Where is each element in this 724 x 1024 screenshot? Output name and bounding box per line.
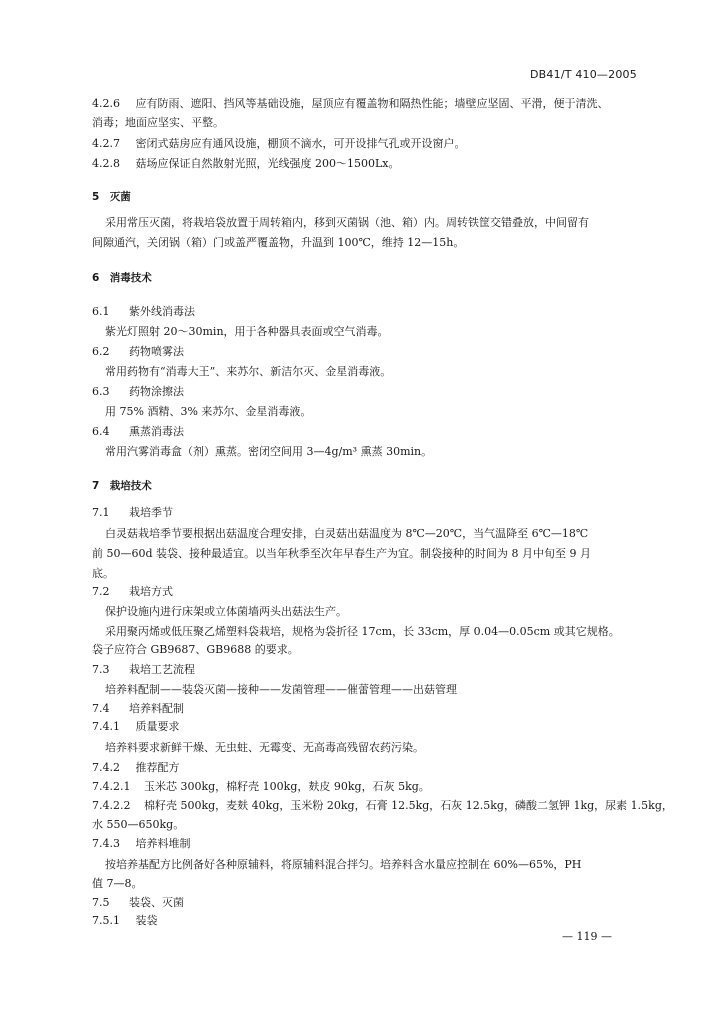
clause-7-2-line-3: 袋子应符合 GB9687、GB9688 的要求。	[92, 643, 299, 656]
clause-7-1-line-3: 底。	[92, 567, 114, 580]
clause-number: 7.5.1	[92, 914, 120, 927]
clause-title: 装袋、灭菌	[129, 896, 184, 909]
clause-text: 应有防雨、遮阳、挡风等基础设施，屋顶应有覆盖物和隔热性能；墙壁应坚固、平滑，便于清洗、	[135, 97, 609, 110]
clause-7-1-line-1: 白灵菇栽培季节要根据出菇温度合理安排，白灵菇出菇温度为 8℃—20℃，当气温降至 6℃—18℃	[105, 527, 589, 540]
clause-title: 栽培工艺流程	[129, 663, 195, 676]
clause-number: 7.3	[92, 663, 110, 676]
clause-number: 7.4.2.1	[92, 780, 131, 793]
clause-number: 4.2.8	[92, 157, 120, 170]
clause-7-2-title	[92, 585, 173, 599]
clause-number: 7.5	[92, 896, 110, 909]
clause-text: 棉籽壳 500kg，麦麸 40kg，玉米粉 20kg，石膏 12.5kg，石灰 12.5kg，磷酸二氢钾 1kg，尿素 1.5kg，	[143, 799, 673, 812]
clause-number: 6.4	[92, 425, 110, 438]
clause-number: 7.4	[92, 702, 110, 715]
section-7-heading: 7 栽培技术	[92, 480, 152, 492]
clause-number: 7.2	[92, 585, 110, 598]
clause-text: 菇场应保证自然散射光照，光线强度 200～1500Lx。	[135, 157, 400, 170]
section-6-heading: 6 消毒技术	[92, 272, 152, 284]
clause-7-4-2-1	[92, 780, 430, 794]
page-number: — 119 —	[562, 930, 612, 943]
clause-title: 培养料堆制	[135, 837, 191, 850]
section-5-heading: 5 灭菌	[92, 191, 131, 203]
clause-7-4-3-line-2: 值 7—8。	[92, 877, 143, 890]
clause-title: 质量要求	[135, 720, 180, 733]
clause-title: 药物喷雾法	[129, 345, 184, 358]
clause-7-1-title	[92, 506, 173, 520]
clause-7-4-3-line-1: 按培养基配方比例备好各种原辅料，将原辅料混合拌匀。培养料含水量应控制在 60%—65%，PH	[105, 858, 582, 871]
clause-number: 7.1	[92, 506, 110, 519]
section-5-paragraph-line-2: 间隙通汽，关闭锅（箱）门或盖严覆盖物，升温到 100℃，维持 12—15h。	[92, 236, 465, 249]
clause-4-2-6-line-2: 消毒；地面应坚实、平整。	[92, 116, 224, 129]
clause-number: 7.4.2	[92, 761, 120, 774]
standard-code: DB41/T 410—2005	[530, 68, 637, 81]
clause-text: 玉米芯 300kg，棉籽壳 100kg，麸皮 90kg，石灰 5kg。	[143, 780, 430, 793]
clause-7-5-1-title	[92, 914, 158, 928]
clause-6-4-text: 常用汽雾消毒盒（剂）熏蒸。密闭空间用 3—4g/m³ 熏蒸 30min。	[105, 445, 433, 458]
clause-title: 紫外线消毒法	[129, 305, 195, 318]
clause-title: 熏蒸消毒法	[129, 425, 184, 438]
clause-title: 栽培季节	[129, 506, 173, 519]
clause-7-4-2-title	[92, 761, 180, 775]
clause-number: 7.4.2.2	[92, 799, 131, 812]
clause-7-5-title	[92, 896, 184, 910]
clause-7-3-text: 培养料配制——装袋灭菌—接种——发菌管理——催蕾管理——出菇管理	[105, 683, 457, 696]
clause-6-2-text: 常用药物有“消毒大王”、来苏尔、新洁尔灭、金星消毒液。	[105, 365, 392, 378]
clause-4-2-7	[92, 137, 466, 151]
clause-text: 密闭式菇房应有通风设施，棚顶不滴水，可开设排气孔或开设窗户。	[135, 137, 466, 150]
clause-4-2-8	[92, 157, 400, 171]
section-5-paragraph-line-1: 采用常压灭菌，将栽培袋放置于周转箱内，移到灭菌锅（池、箱）内。周转铁筐交错叠放，中间留有	[105, 216, 589, 229]
clause-7-4-3-title	[92, 837, 191, 851]
clause-7-4-1-text: 培养料要求新鲜干燥、无虫蛀、无霉变、无高毒高残留农药污染。	[105, 741, 424, 754]
clause-title: 培养料配制	[129, 702, 184, 715]
clause-6-1-text: 紫光灯照射 20～30min，用于各种器具表面或空气消毒。	[105, 325, 389, 338]
clause-number: 6.2	[92, 345, 110, 358]
clause-number: 6.1	[92, 305, 110, 318]
clause-number: 4.2.7	[92, 137, 120, 150]
clause-7-3-title	[92, 663, 195, 677]
clause-number: 6.3	[92, 385, 110, 398]
clause-7-4-2-2-line-2: 水 550—650kg。	[92, 818, 185, 831]
clause-7-4-1-title	[92, 720, 180, 734]
clause-7-4-title	[92, 702, 184, 716]
clause-title: 栽培方式	[129, 585, 173, 598]
clause-6-4-title	[92, 425, 184, 439]
clause-7-2-line-2: 采用聚丙烯或低压聚乙烯塑料袋栽培，规格为袋折径 17cm，长 33cm，厚 0.04—0.05cm 或其它规格。	[105, 625, 620, 638]
clause-number: 7.4.3	[92, 837, 120, 850]
clause-6-2-title	[92, 345, 184, 359]
clause-6-3-title	[92, 385, 184, 399]
clause-title: 推荐配方	[135, 761, 180, 774]
clause-6-3-text: 用 75% 酒精、3% 来苏尔、金星消毒液。	[105, 405, 312, 418]
clause-7-4-2-2-line-1	[92, 799, 673, 813]
clause-7-1-line-2: 前 50—60d 装袋、接种最适宜。以当年秋季至次年早春生产为宜。制袋接种的时间为 8 月中旬至 9 月	[92, 547, 592, 560]
clause-number: 4.2.6	[92, 97, 120, 110]
clause-4-2-6-line-1	[92, 97, 609, 111]
clause-6-1-title	[92, 305, 195, 319]
clause-title: 药物涂擦法	[129, 385, 184, 398]
clause-7-2-line-1: 保护设施内进行床架或立体菌墙两头出菇法生产。	[105, 605, 347, 618]
clause-number: 7.4.1	[92, 720, 120, 733]
clause-title: 装袋	[135, 914, 158, 927]
